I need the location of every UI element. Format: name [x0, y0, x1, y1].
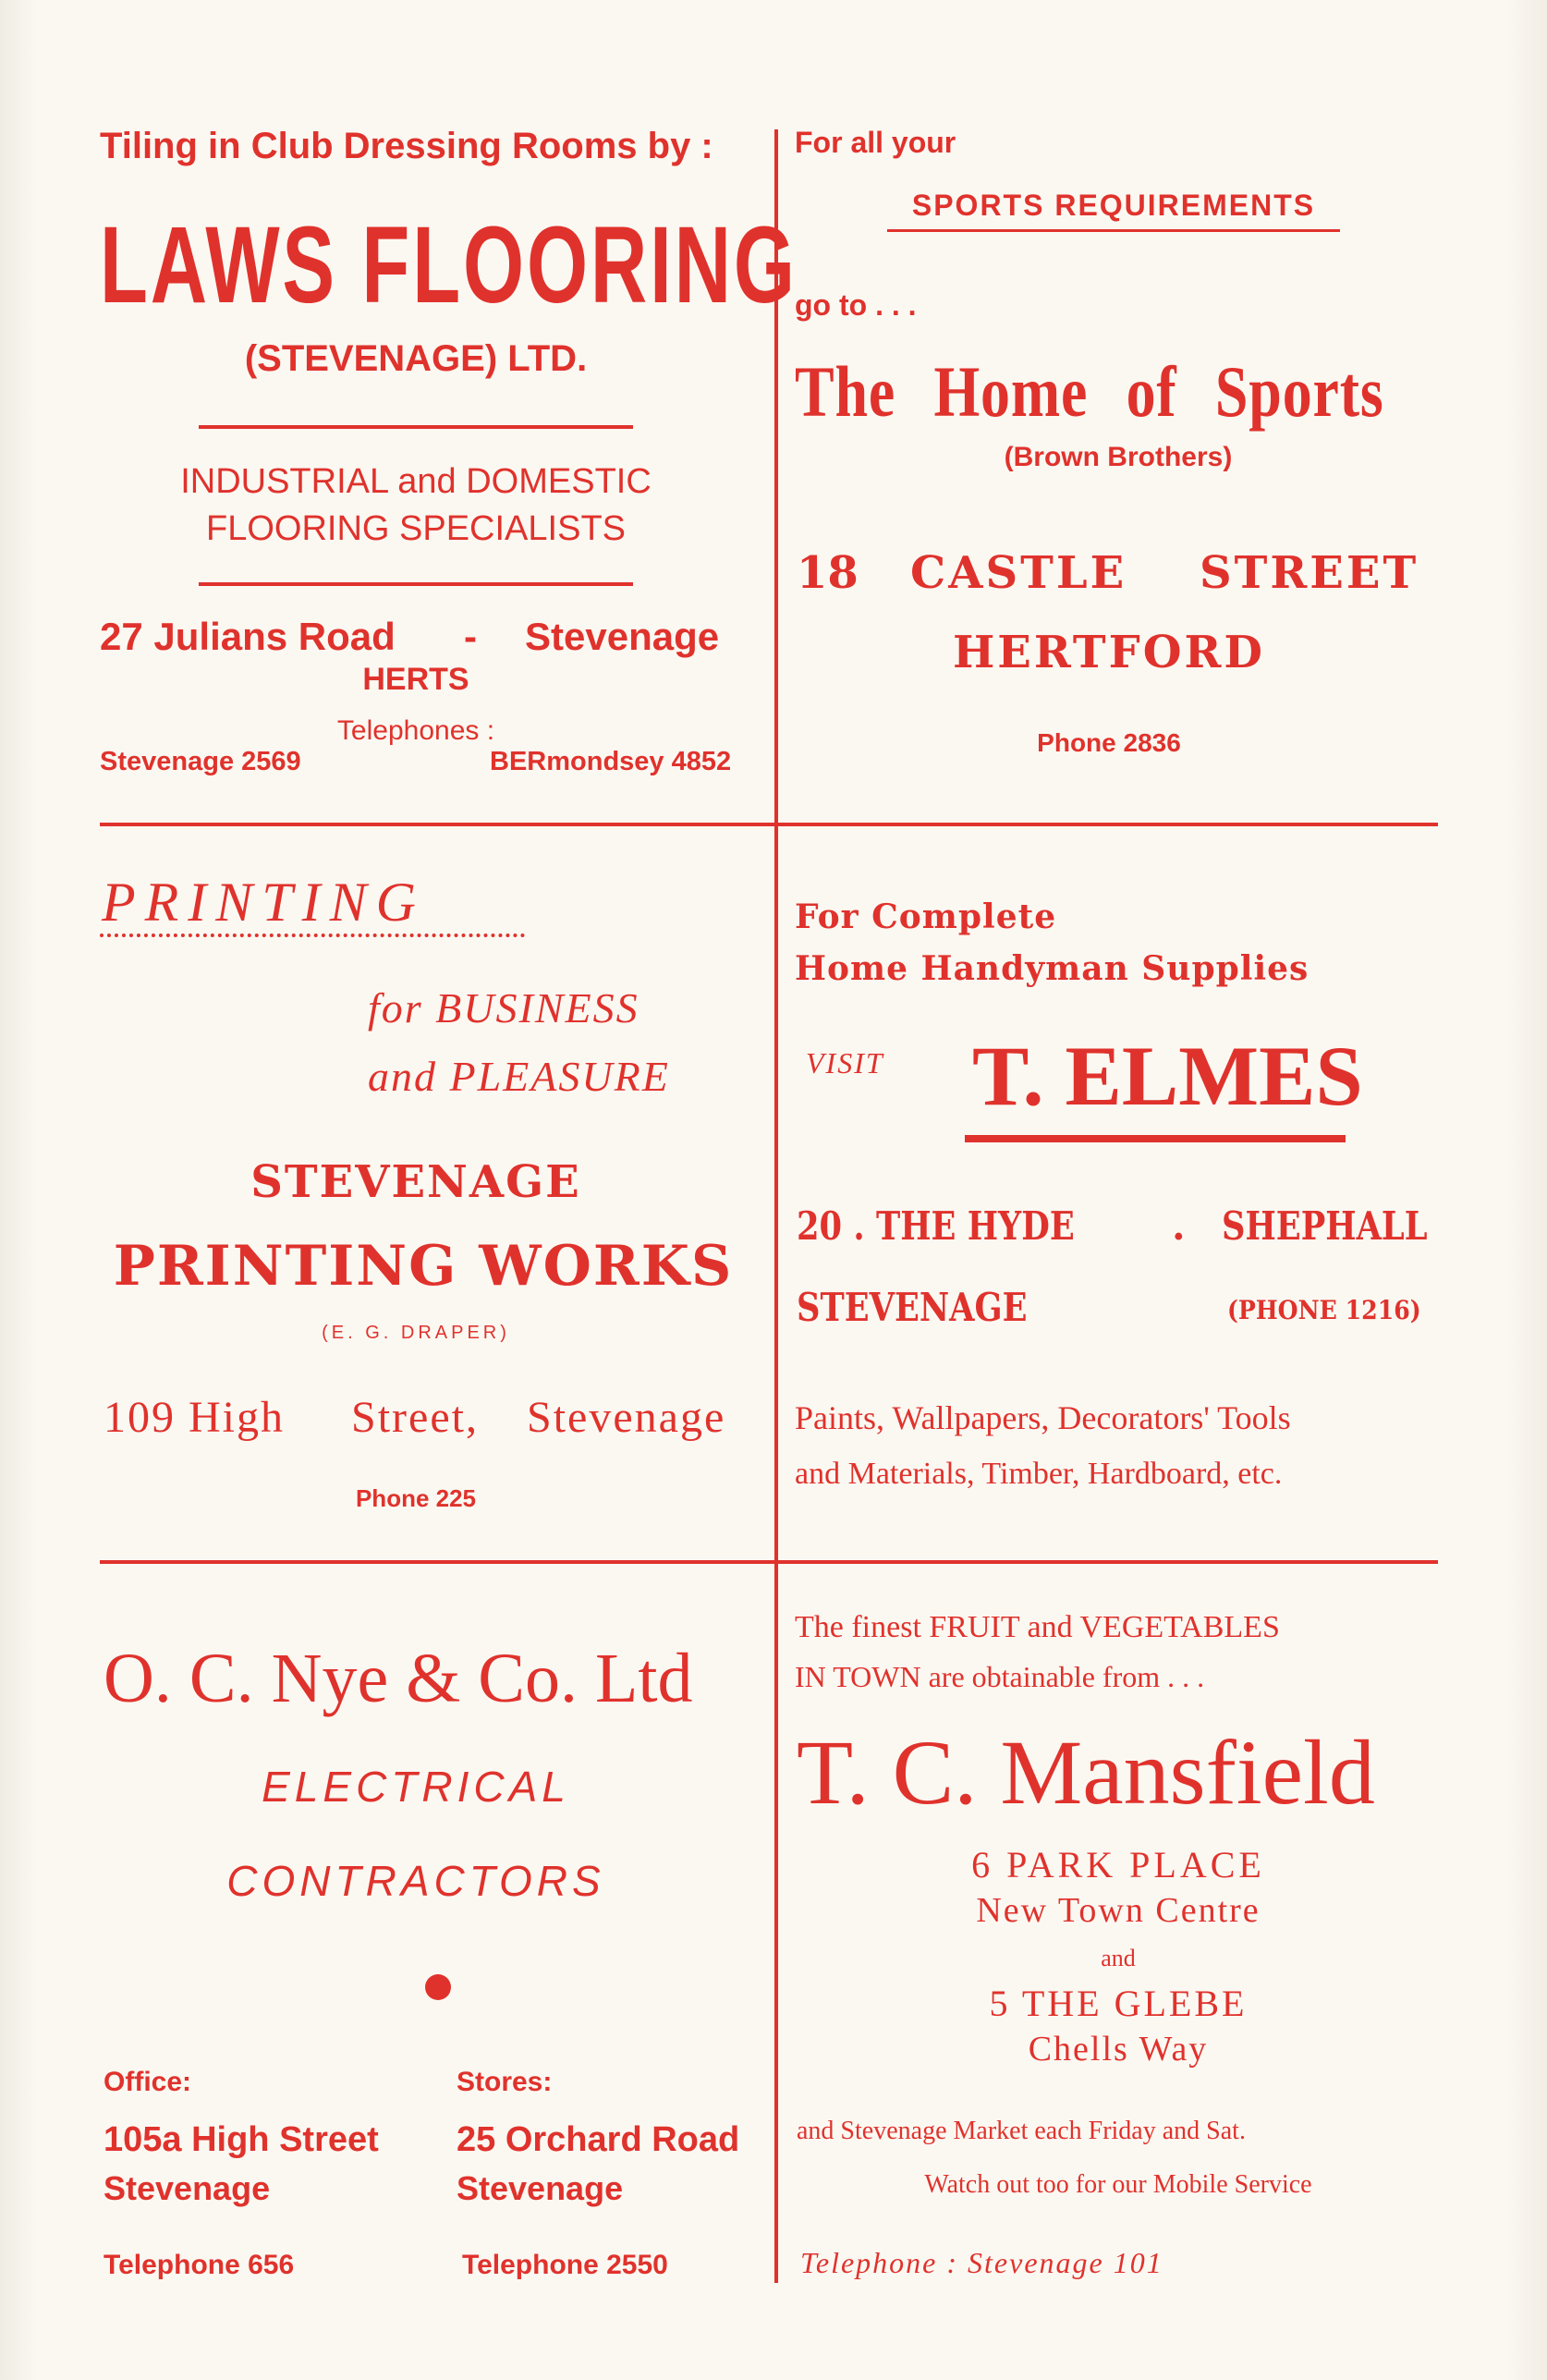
nye-line-1: ELECTRICAL — [262, 1763, 570, 1811]
laws-spec-2: FLOORING SPECIALISTS — [206, 509, 626, 548]
sports-addr-street: STREET — [1200, 547, 1419, 599]
printing-addr-town: Stevenage — [527, 1393, 726, 1442]
laws-tel-1: Stevenage 2569 — [100, 747, 301, 776]
printing-name-1: STEVENAGE — [250, 1156, 581, 1208]
sports-requirements: SPORTS REQUIREMENTS — [911, 189, 1316, 222]
nye-office-addr: 105a High Street — [104, 2120, 379, 2159]
printing-line-2: and PLEASURE — [368, 1053, 670, 1100]
mansfield-addr-2: New Town Centre — [976, 1891, 1261, 1930]
laws-addr-road: 27 Julians Road — [100, 615, 396, 658]
sports-underline — [887, 229, 1340, 232]
laws-name: LAWS FLOORING — [100, 204, 798, 326]
nye-office-tel: Telephone 656 — [104, 2250, 295, 2280]
printing-phone: Phone 225 — [355, 1484, 477, 1512]
nye-stores-town: Stevenage — [457, 2169, 624, 2207]
nye-office-label: Office: — [104, 2067, 192, 2097]
elmes-town: STEVENAGE — [797, 1285, 1028, 1330]
printing-addr-street: Street, — [351, 1393, 479, 1442]
vertical-divider — [774, 129, 778, 2283]
mansfield-addr-3: 5 THE GLEBE — [989, 1983, 1248, 2024]
mansfield-intro-1: The finest FRUIT and VEGETABLES — [795, 1610, 1280, 1644]
sports-name: The Home of Sports — [795, 351, 1384, 432]
printing-sub: (E. G. DRAPER) — [322, 1323, 510, 1343]
elmes-underline — [965, 1135, 1346, 1142]
elmes-phone: (PHONE 1216) — [1227, 1295, 1421, 1325]
mansfield-mobile: Watch out too for our Mobile Service — [924, 2170, 1312, 2199]
printing-name-2: PRINTING WORKS — [113, 1234, 734, 1299]
printing-dotted-rule — [100, 934, 525, 937]
mansfield-and: and — [1101, 1945, 1136, 1971]
laws-tel-label: Telephones : — [336, 715, 495, 746]
mansfield-intro-2: IN TOWN are obtainable from . . . — [795, 1660, 1205, 1693]
sports-intro: For all your — [795, 126, 956, 159]
nye-name: O. C. Nye & Co. Ltd — [104, 1640, 693, 1717]
mansfield-addr-1: 6 PARK PLACE — [971, 1844, 1265, 1886]
laws-intro: Tiling in Club Dressing Rooms by : — [100, 126, 713, 166]
nye-line-2: CONTRACTORS — [226, 1857, 605, 1905]
laws-rule-1 — [199, 425, 633, 429]
mansfield-market: and Stevenage Market each Friday and Sat. — [797, 2117, 1246, 2145]
nye-stores-addr: 25 Orchard Road — [457, 2120, 740, 2159]
sports-phone: Phone 2836 — [1037, 728, 1181, 757]
elmes-line-1: For Complete — [795, 897, 1057, 936]
horizontal-divider-1 — [100, 823, 1438, 826]
laws-tel-2: BERmondsey 4852 — [490, 747, 732, 776]
elmes-addr-dot: . — [1172, 1203, 1186, 1249]
mansfield-name: T. C. Mansfield — [797, 1721, 1375, 1824]
nye-office-town: Stevenage — [104, 2169, 271, 2207]
elmes-goods-2: and Materials, Timber, Hardboard, etc. — [795, 1457, 1283, 1491]
elmes-name: T. ELMES — [972, 1029, 1363, 1123]
elmes-line-2: Home Handyman Supplies — [795, 949, 1309, 988]
sports-goto: go to . . . — [795, 288, 917, 322]
mansfield-tel: Telephone : Stevenage 101 — [800, 2246, 1163, 2279]
sports-addr-num: 18 — [797, 547, 859, 599]
elmes-addr-1: 20 . THE HYDE — [797, 1203, 1075, 1249]
laws-spec-1: INDUSTRIAL and DOMESTIC — [180, 462, 652, 501]
laws-rule-2 — [199, 582, 633, 586]
nye-stores-tel: Telephone 2550 — [462, 2250, 668, 2280]
printing-line-1: for BUSINESS — [368, 984, 640, 1031]
horizontal-divider-2 — [100, 1560, 1438, 1564]
mansfield-addr-4: Chells Way — [1028, 2030, 1209, 2069]
printing-heading: PRINTING — [102, 872, 425, 933]
laws-addr-dash: - — [464, 615, 477, 658]
sports-sub: (Brown Brothers) — [1004, 442, 1233, 472]
sports-addr-castle: CASTLE — [910, 547, 1127, 599]
laws-sub: (STEVENAGE) LTD. — [244, 338, 588, 379]
sports-town: HERTFORD — [952, 627, 1266, 678]
elmes-goods-1: Paints, Wallpapers, Decorators' Tools — [795, 1399, 1291, 1436]
elmes-visit: VISIT — [806, 1046, 884, 1080]
bullet-dot-icon — [425, 1974, 451, 2000]
laws-county: HERTS — [362, 662, 469, 697]
elmes-addr-2: SHEPHALL — [1222, 1203, 1428, 1249]
nye-stores-label: Stores: — [457, 2067, 553, 2097]
laws-addr-town: Stevenage — [525, 615, 720, 658]
printing-addr-num: 109 High — [104, 1393, 285, 1442]
